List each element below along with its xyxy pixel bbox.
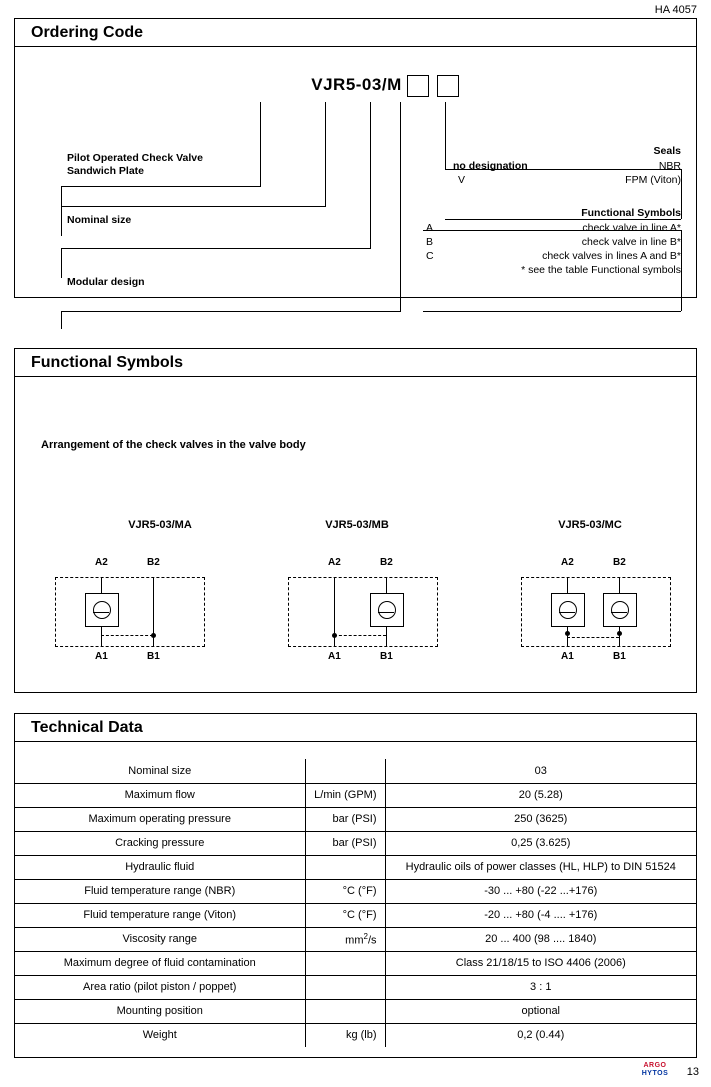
seals-heading-text: Seals [653, 145, 681, 157]
table-row [15, 855, 696, 879]
seals-code-v: V [458, 174, 466, 186]
seals-heading [455, 145, 681, 158]
tech-row-value: 0,2 (0.44) [385, 1023, 696, 1047]
line-b2-mb [386, 577, 387, 593]
leader-line-h4 [61, 311, 401, 312]
leader-line-v3b [61, 248, 62, 278]
table-row [15, 783, 696, 807]
leader-line-v2 [325, 102, 326, 207]
tech-row-value: 0,25 (3.625) [385, 831, 696, 855]
port-label-a1-mc: A1 [561, 651, 574, 662]
tech-row-unit: bar (PSI) [305, 807, 385, 831]
tech-row-value: -20 ... +80 (-4 .... +176) [385, 903, 696, 927]
seals-value-nbr: NBR [658, 160, 681, 172]
document-code: HA 4057 [654, 4, 697, 16]
functional-heading-text: Functional Symbols [581, 207, 681, 219]
tech-row-name: Fluid temperature range (Viton) [15, 903, 305, 927]
ordering-code-string: VJR5-03/M [311, 75, 402, 94]
port-label-a1-ma: A1 [95, 651, 108, 662]
functional-symbols-section [14, 348, 697, 693]
seals-value-fpm: FPM (Viton) [625, 174, 681, 186]
table-row [15, 999, 696, 1023]
tech-row-unit [305, 951, 385, 975]
port-label-a2-ma: A2 [95, 557, 108, 568]
tech-row-name: Viscosity range [15, 927, 305, 951]
tech-row-name: Area ratio (pilot piston / poppet) [15, 975, 305, 999]
tech-row-unit [305, 759, 385, 783]
tech-row-unit [305, 975, 385, 999]
port-label-b1-ma: B1 [147, 651, 160, 662]
line-a2-ma [101, 577, 102, 593]
port-label-b2-ma: B2 [147, 557, 160, 568]
technical-data-body [15, 742, 696, 1047]
symbol-diagram-ma [35, 557, 225, 677]
label-line-1: Pilot Operated Check Valve [67, 152, 203, 164]
table-row [15, 975, 696, 999]
tech-row-unit: °C (°F) [305, 903, 385, 927]
port-label-a1-mb: A1 [328, 651, 341, 662]
check-valve-seat-b-mb [378, 612, 394, 613]
check-valve-seat-a-mc [559, 612, 575, 613]
leader-line-h2 [61, 206, 326, 207]
functional-heading [435, 207, 681, 220]
leader-line-h3 [61, 248, 371, 249]
leader-line-v2b [61, 206, 62, 236]
functional-code-c: C [426, 250, 434, 262]
logo-text-bottom: HYTOS [641, 1070, 669, 1077]
pilot-junction-b-mc [617, 631, 622, 636]
label-pilot-operated-check-valve [67, 152, 203, 178]
check-valve-poppet-b-mb [378, 601, 396, 619]
tech-row-name: Weight [15, 1023, 305, 1047]
functional-code-b: B [426, 236, 434, 248]
check-valve-seat-a-ma [93, 612, 109, 613]
table-row [15, 879, 696, 903]
line-b1-mc [619, 627, 620, 647]
tech-row-value: 20 (5.28) [385, 783, 696, 807]
functional-symbols-title: Functional Symbols [15, 349, 696, 377]
table-row [15, 951, 696, 975]
check-valve-poppet-a-ma [93, 601, 111, 619]
technical-data-table [15, 759, 696, 1047]
label-nominal-size: Nominal size [67, 214, 132, 226]
tech-row-name: Fluid temperature range (NBR) [15, 879, 305, 903]
tech-row-name: Mounting position [15, 999, 305, 1023]
pilot-junction-ma [151, 633, 156, 638]
line-b2-mc [619, 577, 620, 593]
table-row [15, 903, 696, 927]
symbol-title-mb: VJR5-03/MB [325, 519, 389, 531]
pilot-line-ma [101, 635, 153, 636]
port-label-a2-mc: A2 [561, 557, 574, 568]
label-modular-design: Modular design [67, 276, 145, 288]
functional-desc-a: check valve in line A* [582, 222, 681, 234]
tech-row-value: -30 ... +80 (-22 ...+176) [385, 879, 696, 903]
functional-code-a: A [426, 222, 434, 234]
pilot-junction-mb [332, 633, 337, 638]
table-row [15, 1023, 696, 1047]
label-line-2: Sandwich Plate [67, 165, 145, 177]
tech-row-unit: bar (PSI) [305, 831, 385, 855]
leader-line-v4 [400, 102, 401, 312]
ordering-code-section [14, 18, 697, 298]
pilot-line-mb [334, 635, 386, 636]
tech-row-name: Maximum degree of fluid contamination [15, 951, 305, 975]
check-valve-poppet-a-mc [559, 601, 577, 619]
ordering-code-body [15, 47, 696, 298]
ordering-code-box-seals[interactable] [437, 75, 459, 97]
leader-line-v1 [260, 102, 261, 187]
symbol-title-ma: VJR5-03/MA [128, 519, 192, 531]
tech-row-value: 250 (3625) [385, 807, 696, 831]
tech-row-unit: L/min (GPM) [305, 783, 385, 807]
tech-row-unit: °C (°F) [305, 879, 385, 903]
symbol-diagram-mc [501, 557, 691, 677]
line-b1-mb [386, 627, 387, 647]
line-a2-mc [567, 577, 568, 593]
leader-line-v4b [61, 311, 62, 329]
valve-body-outline-mb [288, 577, 438, 647]
table-row [15, 927, 696, 951]
pilot-line-mc [567, 637, 619, 638]
port-label-b1-mb: B1 [380, 651, 393, 662]
table-row [15, 831, 696, 855]
tech-row-value: 3 : 1 [385, 975, 696, 999]
page-number: 13 [686, 1066, 699, 1078]
ordering-code-title: Ordering Code [15, 19, 696, 47]
functional-desc-c: check valves in lines A and B* [542, 250, 681, 262]
valve-body-outline-ma [55, 577, 205, 647]
tech-row-value: Hydraulic oils of power classes (HL, HLP) to DIN 51524 [385, 855, 696, 879]
tech-row-unit [305, 999, 385, 1023]
seals-code-no-designation: no designation [453, 160, 528, 172]
tech-row-unit-viscosity: $mm^2/s$ [305, 927, 385, 951]
tech-row-name: Nominal size [15, 759, 305, 783]
symbol-title-mc: VJR5-03/MC [558, 519, 622, 531]
check-valve-seat-b-mc [611, 612, 627, 613]
port-label-a2-mb: A2 [328, 557, 341, 568]
functional-note: * see the table Functional symbols [521, 264, 681, 276]
symbol-diagram-mb [268, 557, 458, 677]
check-valve-poppet-b-mc [611, 601, 629, 619]
functional-desc-b: check valve in line B* [581, 236, 681, 248]
port-label-b1-mc: B1 [613, 651, 626, 662]
tech-row-value: 03 [385, 759, 696, 783]
table-row [15, 807, 696, 831]
line-a1-ma [101, 627, 102, 647]
tech-row-unit: kg (lb) [305, 1023, 385, 1047]
ordering-code-box-functional[interactable] [407, 75, 429, 97]
technical-data-spacer [15, 742, 696, 759]
functional-symbols-body [15, 377, 696, 693]
tech-row-value: Class 21/18/15 to ISO 4406 (2006) [385, 951, 696, 975]
tech-row-value: 20 ... 400 (98 .... 1840) [385, 927, 696, 951]
tech-row-name: Cracking pressure [15, 831, 305, 855]
tech-row-name: Hydraulic fluid [15, 855, 305, 879]
pilot-junction-a-mc [565, 631, 570, 636]
leader-line-h1 [61, 186, 261, 187]
port-label-b2-mb: B2 [380, 557, 393, 568]
technical-data-title: Technical Data [15, 714, 696, 742]
leader-line-seals-right [681, 169, 682, 219]
leader-line-seals-v [445, 102, 446, 170]
tech-row-name: Maximum operating pressure [15, 807, 305, 831]
table-row [15, 759, 696, 783]
tech-row-value: optional [385, 999, 696, 1023]
functional-symbols-subtitle: Arrangement of the check valves in the valve body [41, 439, 306, 451]
port-label-b2-mc: B2 [613, 557, 626, 568]
leader-line-func-bottom [423, 311, 681, 312]
unit-superscript: 2 [363, 931, 368, 941]
tech-row-name: Maximum flow [15, 783, 305, 807]
leader-line-func-right [681, 230, 682, 311]
argo-hytos-logo [635, 1062, 675, 1079]
logo-text-top: ARGO [643, 1062, 667, 1069]
leader-line-v3 [370, 102, 371, 249]
tech-row-unit [305, 855, 385, 879]
technical-data-section [14, 713, 697, 1058]
